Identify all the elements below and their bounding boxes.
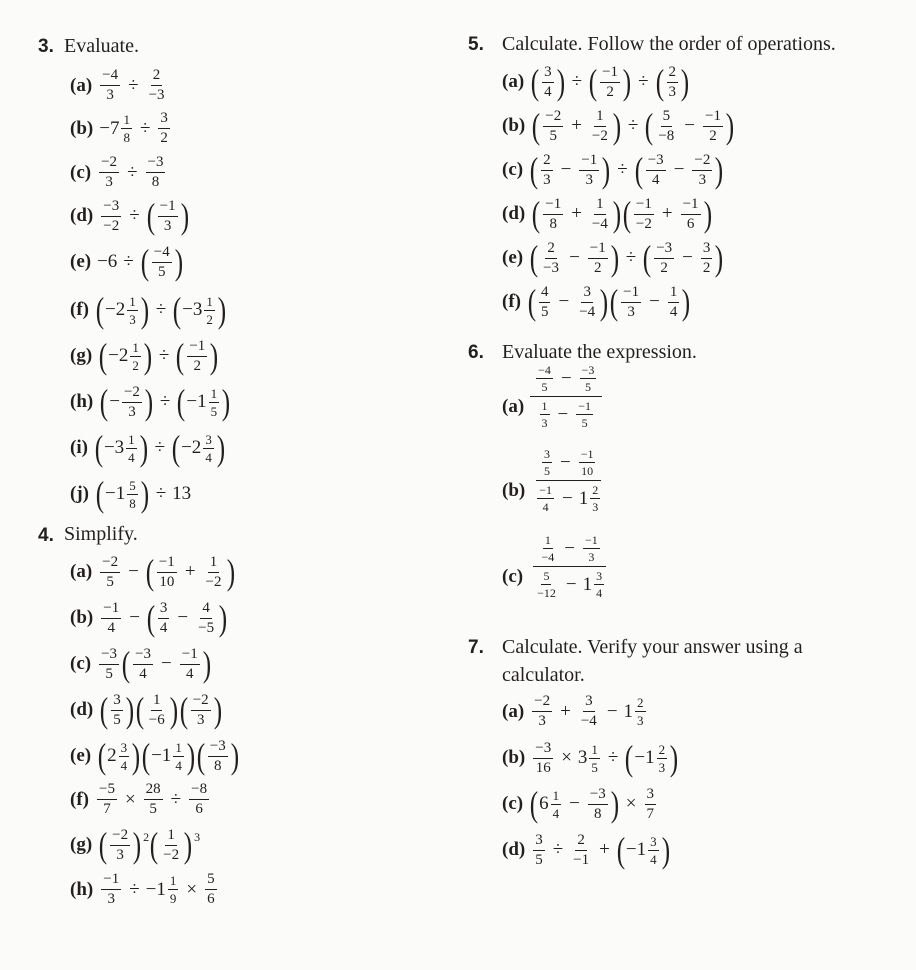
q5-item-e: (e) ( $\frac{2}{-3}$ − $\frac{-1}{2}$ ) ÷ ( $\frac{-3}{2}$ − $\frac{3}{2}$ ) [502, 238, 724, 278]
question-7-title-line1: Calculate. Verify your answer using a [502, 636, 803, 658]
q6-item-c: (c) $\frac{1}{-4}$ − $\frac{-1}{3}$ $\frac{5}{-12}$ − 1 $\frac{3}{4}$ [502, 534, 610, 599]
q3-item-f: (f) ( −2 $\frac{1}{3}$ ) ÷ ( −3 $\frac{1}{2}$ ) [70, 290, 227, 330]
q4-item-b: (b) $\frac{-1}{4}$ − ( $\frac{3}{4}$ − $\frac{4}{-5}$ ) [70, 598, 228, 638]
question-5-number: 5. [468, 34, 484, 55]
question-4-title: Simplify. [64, 523, 138, 545]
q4-item-g: (g) ( $\frac{-2}{3}$ ) 2 ( $\frac{1}{-2}$ ) 3 [70, 825, 201, 865]
q3-item-b: (b) −7 $\frac{1}{8}$ ÷ $\frac{3}{2}$ [70, 110, 168, 146]
q4-item-h: (h) $\frac{-1}{3}$ ÷ −1 $\frac{1}{9}$ × $\frac{5}{6}$ [70, 871, 215, 907]
q3-item-e: (e) −6 ÷ ( $\frac{-4}{5}$ ) [70, 242, 183, 282]
q7-item-c: (c) ( 6 $\frac{1}{4}$ − $\frac{-3}{8}$ ) × $\frac{3}{7}$ [502, 784, 654, 824]
q6-item-a: (a) $\frac{-4}{5}$ − $\frac{-3}{5}$ $\frac{1}{3}$ − $\frac{-1}{5}$ [502, 364, 602, 429]
q4-item-c: (c) $\frac{-3}{5}$ ( $\frac{-3}{4}$ − $\frac{-1}{4}$ ) [70, 644, 211, 684]
q5-item-b: (b) ( $\frac{-2}{5}$ + $\frac{1}{-2}$ ) ÷ ( $\frac{5}{-8}$ − $\frac{-1}{2}$ ) [502, 106, 735, 146]
question-7-number: 7. [468, 637, 484, 658]
q7-item-b: (b) $\frac{-3}{16}$ × 3 $\frac{1}{5}$ ÷ ( −1 $\frac{2}{3}$ ) [502, 738, 679, 778]
q4-item-e: (e) ( 2 $\frac{3}{4}$ ) ( −1 $\frac{1}{4}$ ) ( $\frac{-3}{8}$ ) [70, 736, 239, 776]
q5-item-c: (c) ( $\frac{2}{3}$ − $\frac{-1}{3}$ ) ÷ ( $\frac{-3}{4}$ − $\frac{-2}{3}$ ) [502, 150, 724, 190]
question-4-number: 4. [38, 525, 54, 546]
question-3-number: 3. [38, 36, 54, 57]
question-6-title: Evaluate the expression. [502, 341, 697, 363]
q5-item-d: (d) ( $\frac{-1}{8}$ + $\frac{1}{-4}$ ) ( $\frac{-1}{-2}$ + $\frac{-1}{6}$ ) [502, 194, 712, 234]
q5-item-a: (a) ( $\frac{3}{4}$ ) ÷ ( $\frac{-1}{2}$ ) ÷ ( $\frac{2}{3}$ ) [502, 62, 690, 102]
question-6-number: 6. [468, 342, 484, 363]
q3-item-j: (j) ( −1 $\frac{5}{8}$ ) ÷ 13 [70, 474, 192, 514]
q3-item-h: (h) ( − $\frac{-2}{3}$ ) ÷ ( −1 $\frac{1}{5}$ ) [70, 382, 231, 422]
q3-item-d: (d) $\frac{-3}{-2}$ ÷ ( $\frac{-1}{3}$ ) [70, 196, 189, 236]
q3-item-a: (a) $\frac{-4}{3}$ ÷ $\frac{2}{-3}$ [70, 67, 165, 103]
question-5-title: Calculate. Follow the order of operations. [502, 33, 836, 55]
q7-item-a: (a) $\frac{-2}{3}$ + $\frac{3}{-4}$ − 1 $\frac{2}{3}$ [502, 693, 644, 729]
q3-item-c: (c) $\frac{-2}{3}$ ÷ $\frac{-3}{8}$ [70, 154, 164, 190]
question-3-title: Evaluate. [64, 35, 139, 57]
question-7-title-line2: calculator. [502, 664, 585, 686]
q3-item-g: (g) ( −2 $\frac{1}{2}$ ) ÷ ( $\frac{-1}{2}$ ) [70, 336, 219, 376]
q4-item-d: (d) ( $\frac{3}{5}$ ) ( $\frac{1}{-6}$ ) ( $\frac{-2}{3}$ ) [70, 690, 222, 730]
q4-item-a: (a) $\frac{-2}{5}$ − ( $\frac{-1}{10}$ + $\frac{1}{-2}$ ) [70, 552, 235, 592]
q5-item-f: (f) ( $\frac{4}{5}$ − $\frac{3}{-4}$ ) ( $\frac{-1}{3}$ − $\frac{1}{4}$ ) [502, 282, 691, 322]
q4-item-f: (f) $\frac{-5}{7}$ × $\frac{28}{5}$ ÷ $\frac{-8}{6}$ [70, 781, 208, 817]
q7-item-d: (d) $\frac{3}{5}$ ÷ $\frac{2}{-1}$ + ( −1 $\frac{3}{4}$ ) [502, 830, 670, 870]
q6-item-b: (b) $\frac{3}{5}$ − $\frac{-1}{10}$ $\frac{-1}{4}$ − 1 $\frac{2}{3}$ [502, 448, 606, 513]
q3-item-i: (i) ( −3 $\frac{1}{4}$ ) ÷ ( −2 $\frac{3}{4}$ ) [70, 428, 226, 468]
